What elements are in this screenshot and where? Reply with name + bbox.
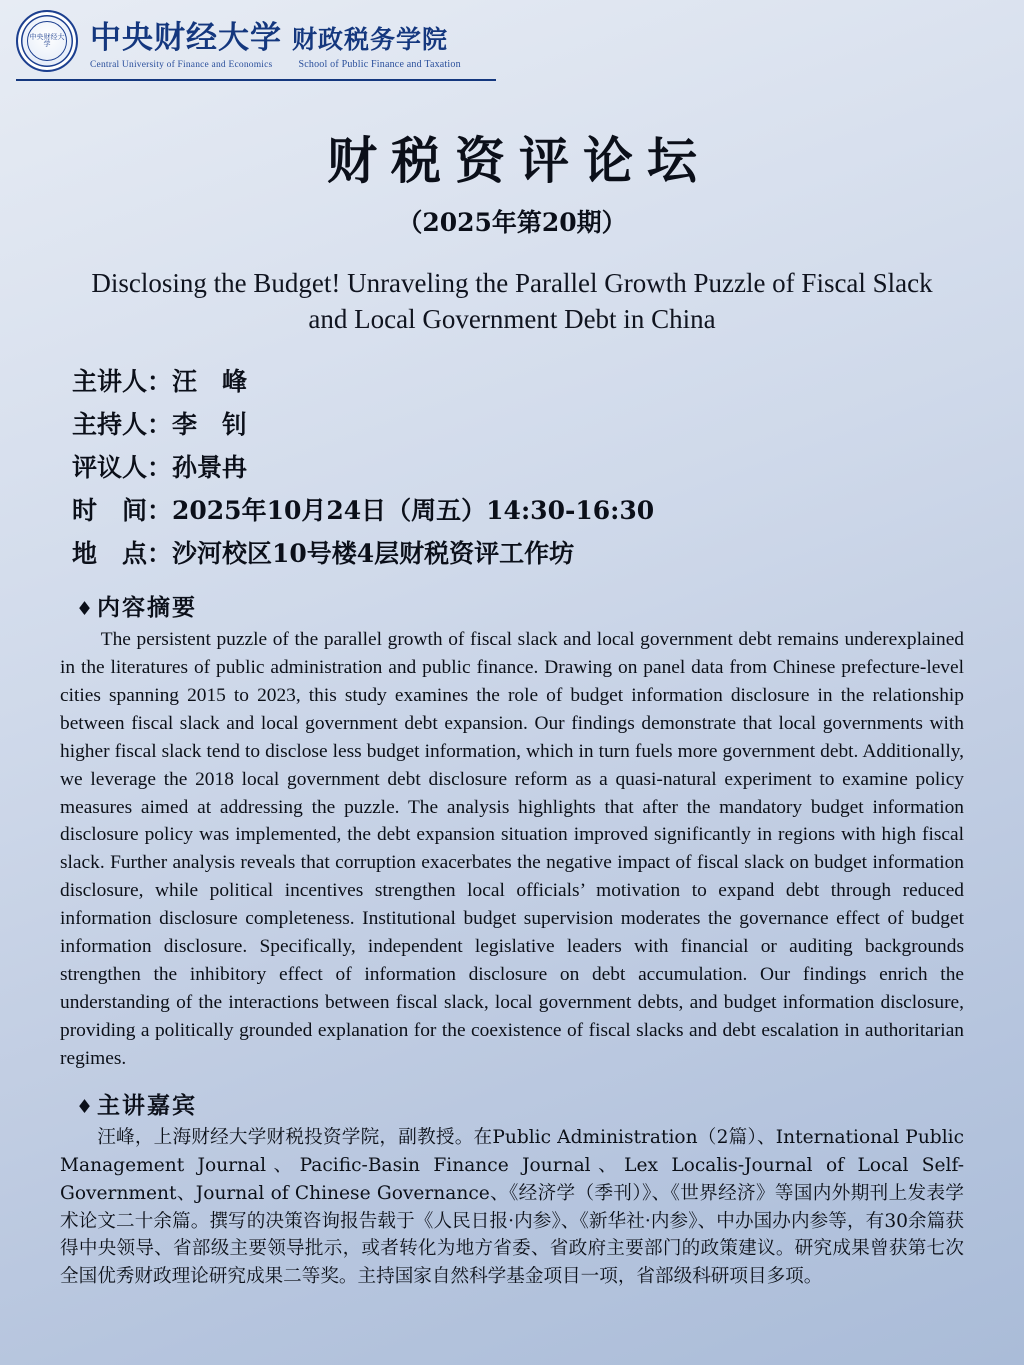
abstract-heading (76, 589, 966, 622)
diamond-icon: ♦ (76, 597, 96, 620)
abstract-text: The persistent puzzle of the parallel growth of fiscal slack and local government debt remains underexplained in the literatures of public administration and public finance. Drawing on panel data from Chinese prefecture-level cities spanning 2015 to 2023, this study examines the role of budget information disclosure in the relationship between fiscal slack and local government debt expansion. Our findings demonstrate that local governments with higher fiscal slack tend to disclose less budget information, which in turn fuels more government debt. Additionally, we leverage the 2018 local government debt disclosure reform as a quasi-natural experiment to examine policy measures aimed at addressing the puzzle. The analysis highlights that after the mandatory budget information disclosure policy was implemented, the debt expansion situation improved significantly in regions with high fiscal slack. Further analysis reveals that corruption exacerbates the negative impact of fiscal slack on budget information disclosure, while political incentives strengthen local officials’ motivation to expand debt through reduced information disclosure completeness. Institutional budget supervision moderates the governance effect of budget information disclosure. Specifically, independent legislative leaders with financial or auditing backgrounds strengthen the inhibitory effect of information disclosure on debt accumulation. Our findings enrich the understanding of the interactions between fiscal slack, local government debts, and budget information disclosure, providing a politically grounded explanation for the coexistence of fiscal slacks and debt escalation in authoritarian regimes. (60, 628, 964, 1069)
paper-title: Disclosing the Budget! Unraveling the Parallel Growth Puzzle of Fiscal Slack and Local Government Debt in China (91, 268, 933, 335)
institution-names-cn (90, 12, 461, 57)
speaker-heading-label: 主讲嘉宾 (97, 1091, 198, 1119)
info-discussant: 评议人：孙景冉 (72, 452, 248, 482)
university-seal-icon (16, 10, 78, 72)
forum-title: 财税资评论坛 (327, 131, 711, 190)
diamond-icon-2: ♦ (76, 1095, 96, 1118)
abstract-heading-label: 内容摘要 (97, 593, 198, 621)
info-speaker: 主讲人：汪 峰 (72, 366, 248, 396)
event-info-list (72, 360, 966, 575)
institution-names-en (90, 59, 461, 70)
school-name-cn: 财政税务学院 (292, 25, 449, 54)
institution-names (90, 12, 461, 70)
speaker-heading (76, 1087, 966, 1120)
university-name-cn: 中央财经大学 (90, 20, 282, 56)
info-place: 地 点：沙河校区10号楼4层财税资评工作坊 (72, 538, 575, 568)
info-time: 时 间：2025年10月24日（周五）14:30-16:30 (72, 495, 655, 525)
info-host: 主持人：李 钊 (72, 409, 248, 439)
seal-inner-text: 中央财经大学 (27, 21, 67, 61)
institution-header (16, 0, 966, 76)
speaker-bio-text: 汪峰，上海财经大学财税投资学院，副教授。在Public Administration（2篇）、International Public Management Journal、Pacific-Basin Finance Journal、Lex Localis-Journal of Local Self-Government、Journal of Chinese Governance、《经济学（季刊）》、《世界经济》等国内外期刊上发表学术论文二十余篇。撰写的决策咨询报告载于《人民日报·内参》、《新华社·内参》、中办国办内参等，有30余篇获得中央领导、省部级主要领导批示，或者转化为地方省委、省政府主要部门的政策建议。研究成果曾获第七次全国优秀财政理论研究成果二等奖。主持国家自然科学基金项目一项，省部级科研项目多项。 (60, 1126, 964, 1288)
university-name-en: Central University of Finance and Economics (90, 60, 273, 70)
school-name-en: School of Public Finance and Taxation (298, 59, 461, 70)
header-divider (16, 79, 496, 81)
forum-issue: （2025年第20期） (397, 208, 627, 237)
